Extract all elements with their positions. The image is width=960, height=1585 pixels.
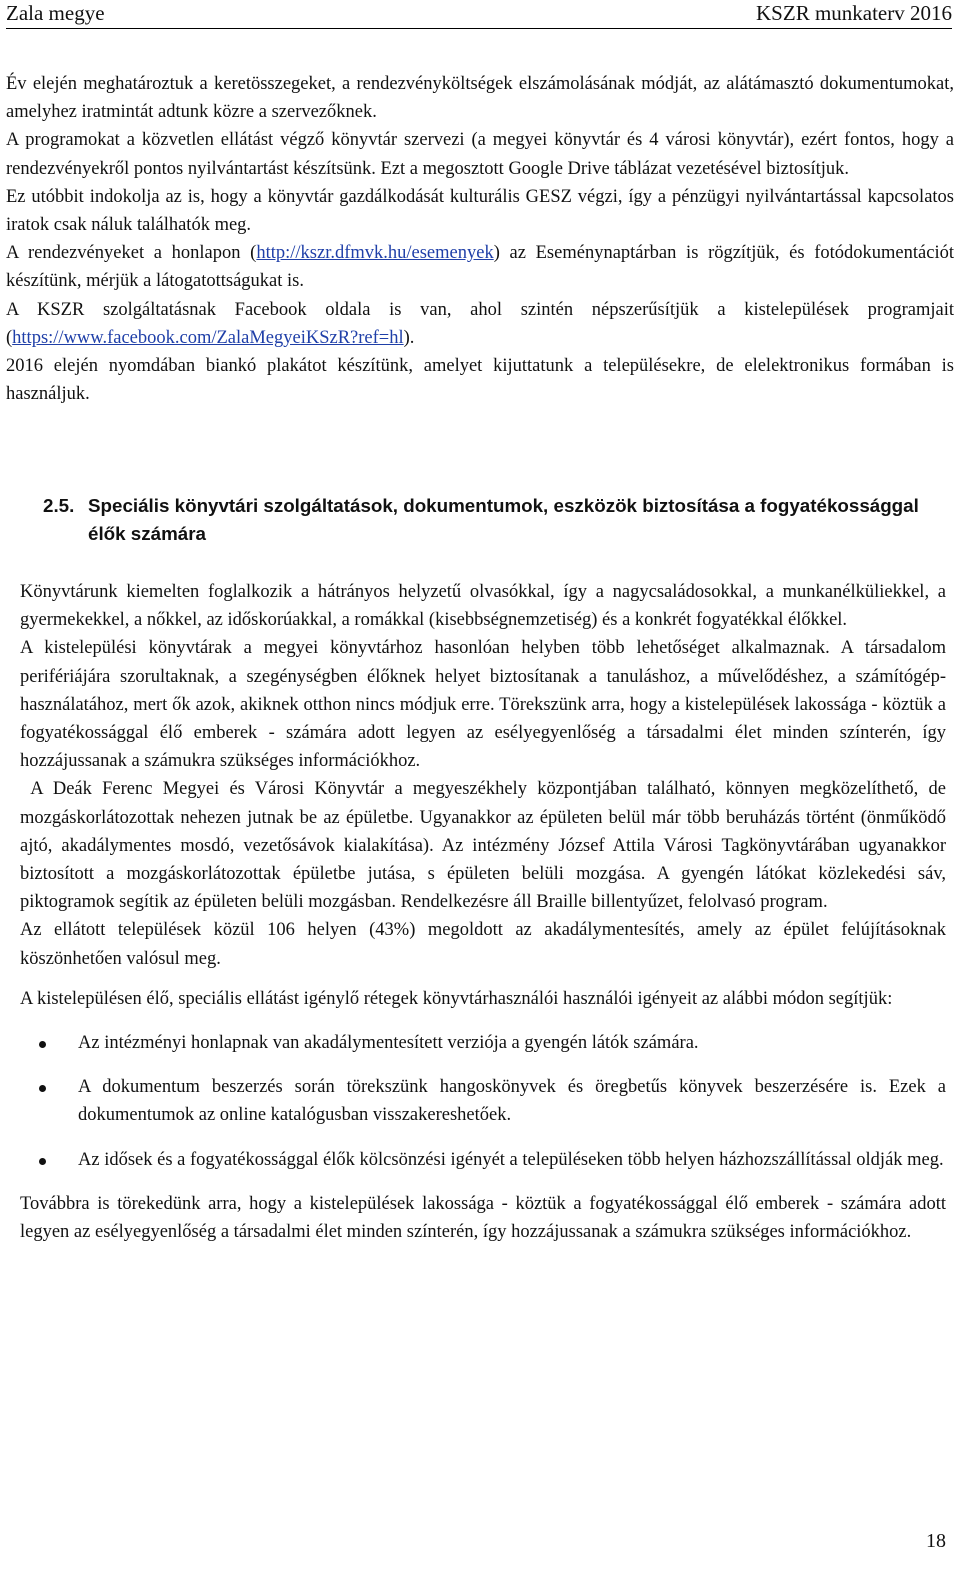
section-special-services	[20, 578, 951, 1246]
heading-number: 2.5.	[43, 495, 75, 516]
facebook-link[interactable]: https://www.facebook.com/ZalaMegyeiKSzR?ref=hl	[12, 327, 404, 348]
page-number: 18	[926, 1530, 946, 1552]
paragraph-facebook	[6, 296, 954, 352]
list-item-text: A dokumentum beszerzés során törekszünk hangoskönyvek és öregbetűs könyvek beszerzésére is. Ezek a dokumentumok az online katalógusban visszakereshetőek.	[78, 1077, 946, 1126]
text-span: A KSZR szolgáltatásnak Facebook oldala is van, ahol szintén népszerűsítjük a kistelepülések programjait (	[6, 299, 954, 348]
bullet-icon	[39, 1041, 46, 1048]
paragraph: Az ellátott települések közül 106 helyen (43%) megoldott az akadálymentesítés, amely az épület felújításoknak köszönhetően valósul meg.	[20, 920, 946, 969]
list-item-text: Az idősek és a fogyatékossággal élők kölcsönzési igényét a településeken több helyen házhozszállítással oldják meg.	[78, 1149, 944, 1170]
paragraph: 2016 elején nyomdában biankó plakátot készítünk, amelyet kijuttatunk a településekre, de elelektronikus formában is használjuk.	[6, 356, 954, 405]
text-span: ).	[403, 327, 415, 348]
header-right: KSZR munkaterv 2016	[756, 1, 952, 25]
paragraph: A Deák Ferenc Megyei és Városi Könyvtár a megyeszékhely központjában található, könnyen megközelíthető, de mozgáskorlátozottak nehezen jutnak be az épületbe. Ugyanakkor az épületen belül már több beruházás történt (önműködő ajtó, akadálymentes mosdó, vezetősávok kialakítása). Az intézmény József Attila Városi Tagkönyvtárában ugyanakkor biztosított a mozgáskorlátozottak épületbe jutása, s épületen belüli mozgása. A gyengén látókat közlekedési sáv, piktogramok segítik az épületen belüli mozgásban. Rendelkezésre áll Braille billentyűzet, felolvasó program.	[20, 779, 951, 913]
paragraph-website	[6, 239, 954, 295]
paragraph: Ez utóbbit indokolja az is, hogy a könyvtár gazdálkodását kulturális GESZ végzi, így a pénzügyi nyilvántartással kapcsolatos iratok csak náluk találhatók meg.	[6, 186, 954, 236]
bullet-icon	[39, 1085, 46, 1092]
heading-title: Speciális könyvtári szolgáltatások, dokumentumok, eszközök biztosítása a fogyatékossággal élők számára	[88, 495, 919, 544]
header-left: Zala megye	[6, 1, 105, 25]
paragraph: A programokat a közvetlen ellátást végző könyvtár szervezi (a megyei könyvtár és 4 városi könyvtár), ezért fontos, hogy a rendezvényekről pontos nyilvántartást készítsünk. Ezt a megosztott Google Drive táblázat vezetésével biztosítjuk.	[6, 130, 954, 179]
bullet-list	[20, 1029, 946, 1174]
bullet-icon	[39, 1158, 46, 1165]
events-link[interactable]: http://kszr.dfmvk.hu/esemenyek	[256, 243, 494, 264]
text-span: ) az Eseménynaptárban is rögzítjük, és fotódokumentációt készítünk, mérjük a látogatottságukat is.	[6, 243, 954, 292]
list-item	[20, 1073, 946, 1129]
paragraph: Könyvtárunk kiemelten foglalkozik a hátrányos helyzetű olvasókkal, így a nagycsaládosokkal, a munkanélküliekkel, a gyermekekkel, a nőkkel, az időskorúakkal, a romákkal (kisebbségnemzetiség) és a konkrét fogyatékkal élőkkel.	[20, 582, 946, 631]
list-item	[20, 1029, 946, 1057]
section-heading	[43, 492, 950, 548]
list-item	[20, 1146, 946, 1174]
page-header	[6, 0, 952, 29]
paragraph: Év elején meghatároztuk a keretösszegeket, a rendezvényköltségek elszámolásának módját, az alátámasztó dokumentumokat, amelyhez iratmintát adtunk közre a szervezőknek.	[6, 74, 954, 123]
section-organization	[6, 70, 954, 408]
paragraph: A kistelepülésen élő, speciális ellátást igénylő rétegek könyvtárhasználói használói igényeit az alábbi módon segítjük:	[20, 988, 893, 1009]
paragraph: A kistelepülési könyvtárak a megyei könyvtárhoz hasonlóan helyben több lehetőséget alkalmaznak. A társadalom perifériájára szorultaknak, a szegénységben élőknek helyet biztosítanak a tanuláshoz, a művelődéshez, a számítógép-használatához, mert ők azok, akiknek otthon nincs módjuk erre. Törekszünk arra, hogy a kistelepülések lakossága - köztük a fogyatékossággal élő emberek - számára adott legyen az esélyegyenlőség a társadalmi élet minden színterén, így hozzájussanak a számukra szükséges információkhoz.	[20, 638, 946, 772]
text-span: A rendezvényeket a honlapon (	[6, 243, 257, 264]
list-item-text: Az intézményi honlapnak van akadálymentesített verziója a gyengén látók számára.	[78, 1033, 699, 1054]
paragraph: Továbbra is törekedünk arra, hogy a kistelepülések lakossága - köztük a fogyatékossággal élő emberek - számára adott legyen az esélyegyenlőség a társadalmi élet minden színterén, így hozzájussanak a számukra szükséges információkhoz.	[20, 1193, 946, 1243]
